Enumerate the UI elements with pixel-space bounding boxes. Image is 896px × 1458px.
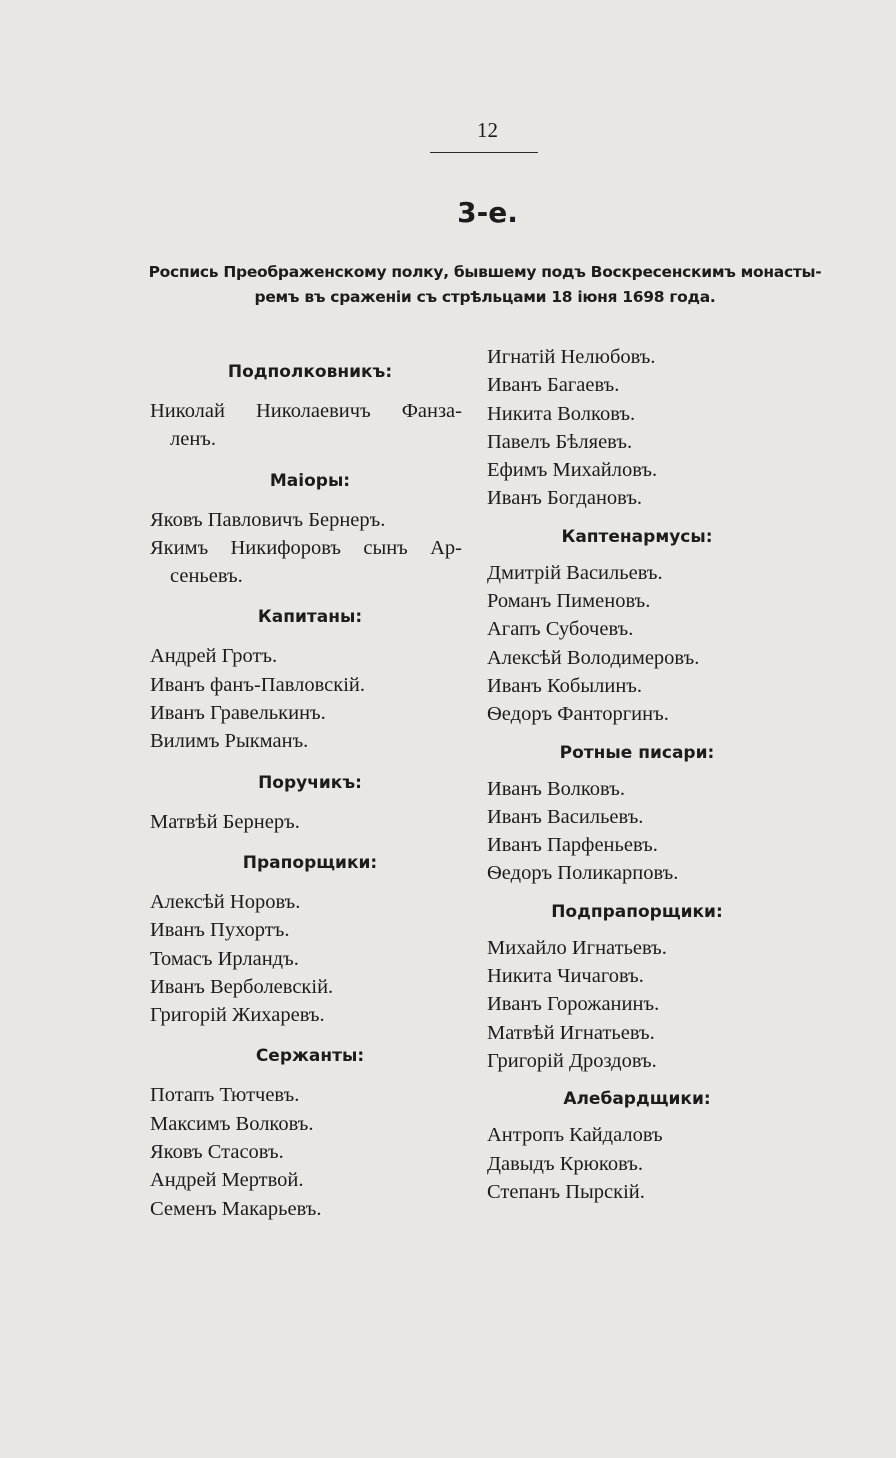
page-number-rule xyxy=(430,152,538,153)
roster-name: Иванъ Богдановъ. xyxy=(487,487,643,510)
section-sergeants xyxy=(150,1037,470,1222)
section-captains xyxy=(150,598,470,755)
section-sub-ensigns xyxy=(487,888,787,1075)
roster-name: Матвѣй Игнатьевъ. xyxy=(487,1021,655,1044)
section-title: Алебардщики: xyxy=(563,1089,711,1110)
roster-name: Иванъ Волковъ. xyxy=(487,777,625,800)
roster-name: Томасъ Ирландъ. xyxy=(150,947,299,970)
section-lieutenant-colonel xyxy=(150,358,470,454)
roster-name: Иванъ Гравелькинъ. xyxy=(150,702,326,725)
roster-name: Якимъ Никифоровъ сынъ Ар- xyxy=(150,536,462,559)
roster-name: Иванъ Багаевъ. xyxy=(487,374,620,397)
section-title: Капитаны: xyxy=(257,607,363,628)
document-heading xyxy=(145,260,825,310)
roster-name: Никита Чичаговъ. xyxy=(487,965,644,988)
roster-name: Игнатій Нелюбовъ. xyxy=(487,346,656,368)
section-sergeants-continued xyxy=(487,343,787,513)
roster-name: Ефимъ Михайловъ. xyxy=(487,459,658,482)
roster-name: Антропъ Кайдаловъ xyxy=(487,1124,663,1147)
roster-name: Григорій Жихаревъ. xyxy=(150,1004,325,1027)
section-title: Поручикъ: xyxy=(258,772,362,793)
roster-name: Семенъ Макарьевъ. xyxy=(150,1197,322,1220)
roster-name: Никита Волковъ. xyxy=(487,402,636,425)
roster-name: Иванъ фанъ-Павловскій. xyxy=(150,673,365,696)
section-lieutenant xyxy=(150,764,470,836)
roster-name: Ѳедоръ Фанторгинъ. xyxy=(487,703,669,726)
roster-name: Иванъ Парфеньевъ. xyxy=(487,834,658,857)
right-column xyxy=(487,343,787,1206)
heading-line-2: ремъ въ сраженіи съ стрѣльцами 18 іюня 1698 года. xyxy=(254,288,716,306)
section-quartermasters xyxy=(487,513,787,729)
section-title: Каптенармусы: xyxy=(561,526,713,547)
section-halberdiers xyxy=(487,1075,787,1206)
section-title: Подпрапорщики: xyxy=(551,901,723,922)
section-company-clerks xyxy=(487,729,787,888)
roster-name: Павелъ Бѣляевъ. xyxy=(487,430,633,453)
roster-name: Романъ Пименовъ. xyxy=(487,590,651,613)
roster-name: Андрей Гротъ. xyxy=(150,645,278,668)
roster-name: Давыдъ Крюковъ. xyxy=(487,1152,643,1175)
chapter-title: 3-е. xyxy=(457,196,518,229)
section-majors xyxy=(150,462,470,591)
section-title: Сержанты: xyxy=(255,1046,365,1067)
roster-name-continuation: сеньевъ. xyxy=(170,565,243,588)
roster-name: Иванъ Верболевскій. xyxy=(150,975,334,998)
roster-name: Яковъ Павловичъ Бернеръ. xyxy=(150,508,386,531)
roster-name: Иванъ Кобылинъ. xyxy=(487,674,643,697)
section-ensigns xyxy=(150,844,470,1029)
roster-name-continuation: ленъ. xyxy=(170,428,217,451)
roster-name: Степанъ Пырскій. xyxy=(487,1180,645,1203)
roster-name: Алексѣй Володимеровъ. xyxy=(487,646,700,669)
roster-name: Николай Николаевичъ Фанза- xyxy=(150,400,462,422)
roster-name: Дмитрій Васильевъ. xyxy=(487,561,663,584)
page-number: 12 xyxy=(477,118,498,142)
left-column xyxy=(150,358,470,1231)
roster-name: Вилимъ Рыкманъ. xyxy=(150,730,309,753)
section-title: Прапорщики: xyxy=(242,852,378,873)
roster-name: Агапъ Субочевъ. xyxy=(487,618,634,641)
roster-name: Михайло Игнатьевъ. xyxy=(487,936,667,959)
heading-line-1: Роспись Преображенскому полку, бывшему подъ Воскресенскимъ монасты- xyxy=(148,263,822,281)
section-title: Маіоры: xyxy=(269,470,351,491)
roster-name: Яковъ Стасовъ. xyxy=(150,1141,284,1164)
roster-name: Максимъ Волковъ. xyxy=(150,1112,314,1135)
roster-name: Ѳедоръ Поликарповъ. xyxy=(487,862,679,885)
roster-name: Алексѣй Норовъ. xyxy=(150,890,301,913)
roster-name: Иванъ Васильевъ. xyxy=(487,805,644,828)
roster-name: Андрей Мертвой. xyxy=(150,1169,304,1192)
roster-name: Матвѣй Бернеръ. xyxy=(150,810,300,833)
roster-name: Потапъ Тютчевъ. xyxy=(150,1084,300,1107)
section-title: Подполковникъ: xyxy=(227,362,393,382)
roster-name: Иванъ Горожанинъ. xyxy=(487,993,660,1016)
roster-name: Иванъ Пухортъ. xyxy=(150,919,290,942)
section-title: Ротные писари: xyxy=(559,742,715,763)
roster-name: Григорій Дроздовъ. xyxy=(487,1049,657,1072)
